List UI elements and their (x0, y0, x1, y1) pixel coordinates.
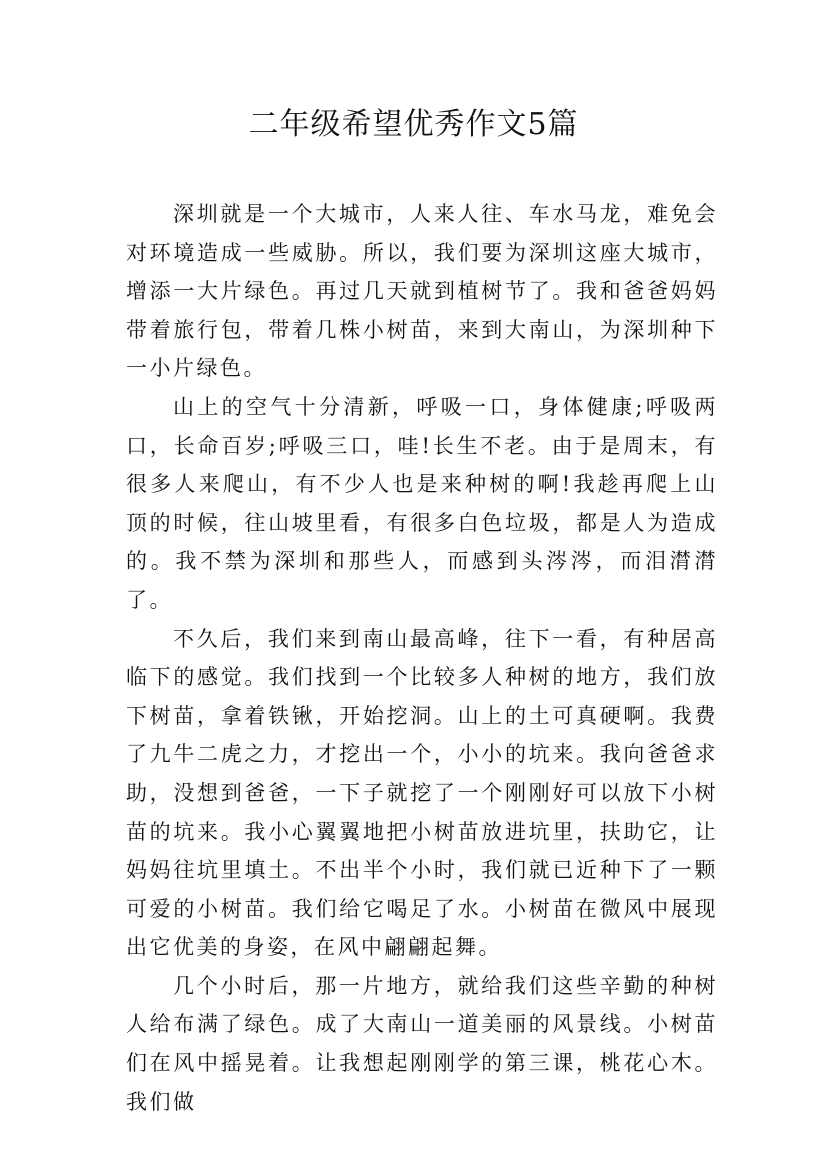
paragraph: 深圳就是一个大城市，人来人往、车水马龙，难免会对环境造成一些威胁。所以，我们要为深圳这座大城市，增添一大片绿色。再过几天就到植树节了。我和爸爸妈妈带着旅行包，带着几株小树苗，来到大南山，为深圳种下一小片绿色。 (126, 202, 718, 381)
paragraph: 几个小时后，那一片地方，就给我们这些辛勤的种树人给布满了绿色。成了大南山一道美丽的风景线。小树苗们在风中摇晃着。让我想起刚刚学的第三课，桃花心木。我们做 (126, 973, 718, 1114)
paragraph: 山上的空气十分清新，呼吸一口，身体健康;呼吸两口，长命百岁;呼吸三口，哇!长生不老。由于是周末，有很多人来爬山，有不少人也是来种树的啊!我趁再爬上山顶的时候，往山坡里看，有很多白色垃圾，都是人为造成的。我不禁为深圳和那些人，而感到头涔涔，而泪潸潸了。 (126, 394, 718, 612)
paragraph: 不久后，我们来到南山最高峰，往下一看，有种居高临下的感觉。我们找到一个比较多人种树的地方，我们放下树苗，拿着铁锹，开始挖洞。山上的土可真硬啊。我费了九牛二虎之力，才挖出一个，小小的坑来。我向爸爸求助，没想到爸爸，一下子就挖了一个刚刚好可以放下小树苗的坑来。我小心翼翼地把小树苗放进坑里，扶助它，让妈妈往坑里填土。不出半个小时，我们就已近种下了一颗可爱的小树苗。我们给它喝足了水。小树苗在微风中展现出它优美的身姿，在风中翩翩起舞。 (126, 626, 718, 960)
document-body (126, 195, 718, 1121)
document-title: 二年级希望优秀作文5篇 (248, 107, 579, 142)
